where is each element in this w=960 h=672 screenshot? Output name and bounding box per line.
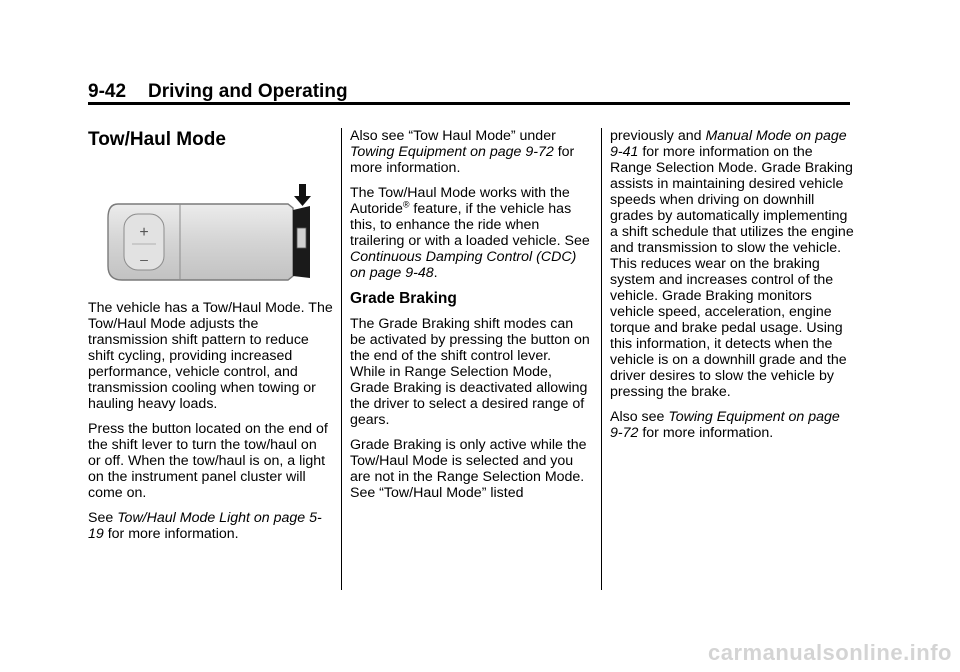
- plus-icon: +: [139, 224, 149, 241]
- column-divider: [601, 128, 602, 590]
- watermark: carmanualsonline.info: [708, 640, 952, 665]
- paragraph: The Tow/Haul Mode works with the Autoride® feature, if the vehicle has this, to enhance the ride when trailering or with a loaded vehicle. See Continuous Damping Control (CDC) on page 9-48.: [350, 185, 590, 281]
- arrow-down-icon: [294, 184, 311, 206]
- column-3: [610, 128, 855, 450]
- paragraph: previously and Manual Mode on page 9-41 for more information on the Range Selection Mode. Grade Braking assists in maintaining desired vehicle speeds when driving on downhill grades by automatically implementing a shift schedule that utilizes the engine and transmission to slow the vehicle. This reduces wear on the braking system and increases control of the vehicle. Grade Braking monitors vehicle speed, acceleration, engine torque and brake pedal usage. Using this information, it detects when the vehicle is on a downhill grade and the driver desires to slow the vehicle by pressing the brake.: [610, 128, 854, 400]
- shift-lever-illustration: [88, 182, 333, 282]
- subheading-grade-braking: Grade Braking: [350, 290, 457, 307]
- paragraph: Press the button located on the end of the shift lever to turn the tow/haul on or off. When the tow/haul is on, a light on the instrument panel cluster will come on.: [88, 421, 328, 501]
- chapter-title: Driving and Operating: [148, 81, 348, 102]
- column-divider: [341, 128, 342, 590]
- section-title: Tow/Haul Mode: [88, 129, 226, 150]
- page-reference-link[interactable]: Manual Mode on page 9-41: [610, 128, 847, 160]
- page-number: 9-42: [88, 81, 127, 102]
- page-reference-link[interactable]: Tow/Haul Mode Light on page 5-19: [88, 510, 322, 542]
- paragraph: The vehicle has a Tow/Haul Mode. The Tow/Haul Mode adjusts the transmission shift pattern to reduce shift cycling, providing increased performance, vehicle control, and transmission cooling when towing or hauling heavy loads.: [88, 300, 333, 412]
- paragraph: Also see Towing Equipment on page 9-72 for more information.: [610, 409, 840, 441]
- paragraph: Grade Braking is only active while the Tow/Haul Mode is selected and you are not in the Range Selection Mode. See “Tow/Haul Mode” listed: [350, 437, 587, 501]
- header-rule: [88, 102, 850, 105]
- paragraph: See Tow/Haul Mode Light on page 5-19 for more information.: [88, 510, 322, 542]
- column-1: [88, 124, 333, 551]
- column-2: [350, 128, 590, 510]
- registered-mark: ®: [402, 199, 410, 210]
- minus-icon: –: [140, 251, 148, 267]
- page-reference-link[interactable]: Towing Equipment on page 9-72: [350, 144, 554, 160]
- page-header: [88, 80, 850, 104]
- paragraph: Also see “Tow Haul Mode” under Towing Equipment on page 9-72 for more information.: [350, 128, 575, 176]
- page-reference-link[interactable]: Towing Equipment on page 9-72: [610, 409, 840, 441]
- page-reference-link[interactable]: Continuous Damping Control (CDC) on page 9-48: [350, 249, 577, 281]
- button-face: [297, 228, 306, 248]
- paragraph: The Grade Braking shift modes can be activated by pressing the button on the end of the shift control lever. While in Range Selection Mode, Grade Braking is deactivated allowing the driver to select a desired range of gears.: [350, 316, 590, 428]
